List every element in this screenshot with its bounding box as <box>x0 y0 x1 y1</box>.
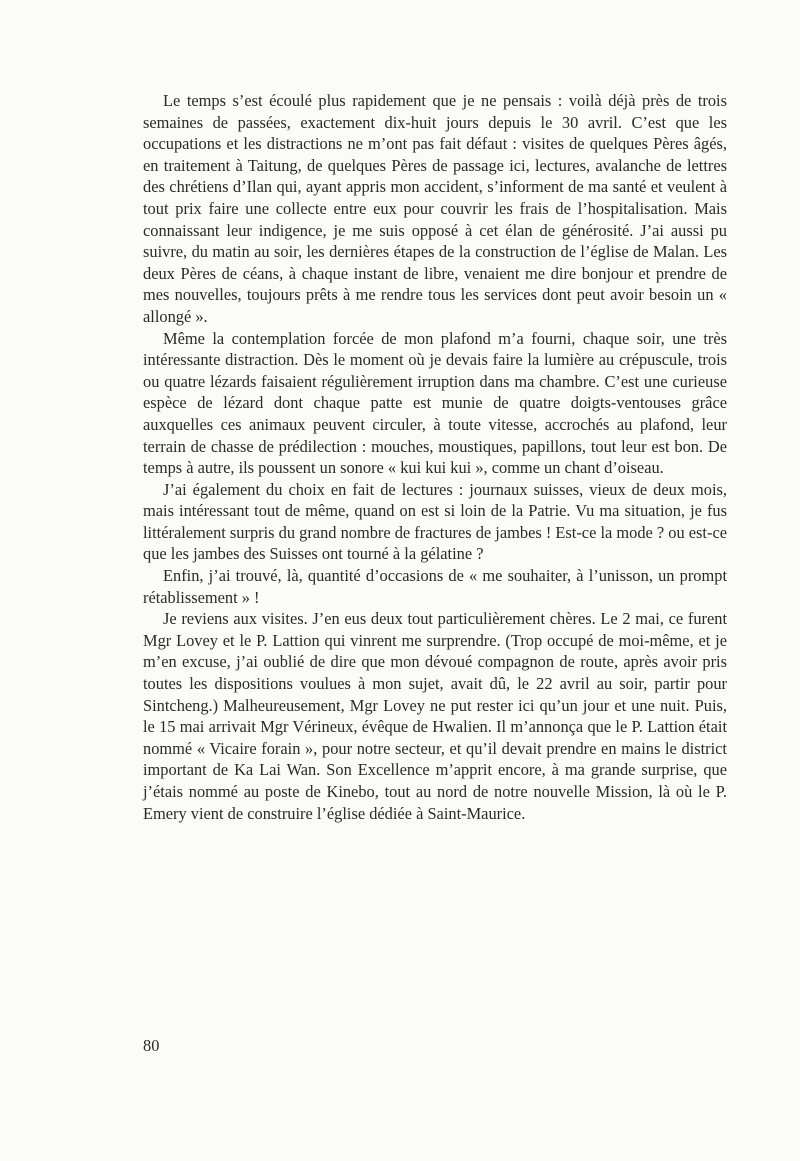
body-text <box>143 90 727 824</box>
paragraph-1: Le temps s’est écoulé plus rapidement que je ne pensais : voilà déjà près de trois semaines de passées, exactement dix-huit jours depuis le 30 avril. C’est que les occupations et les distractions ne m’ont pas fait défaut : visites de quelques Pères âgés, en traitement à Taitung, de quelques Pères de passage ici, lectures, avalanche de lettres des chrétiens d’Ilan qui, ayant appris mon accident, s’informent de ma santé et veulent à tout prix faire une collecte entre eux pour couvrir les frais de l’hospitalisation. Mais connaissant leur indigence, je me suis opposé à cet élan de générosité. J’ai aussi pu suivre, du matin au soir, les dernières étapes de la construction de l’église de Malan. Les deux Pères de céans, à chaque instant de libre, venaient me dire bonjour et prendre de mes nouvelles, toujours prêts à me rendre tous les services dont peut avoir besoin un « allongé ». <box>143 91 727 326</box>
paragraph-5: Je reviens aux visites. J’en eus deux tout particulièrement chères. Le 2 mai, ce furent Mgr Lovey et le P. Lattion qui vinrent me surprendre. (Trop occupé de moi-même, et je m’en excuse, j’ai oublié de dire que mon dévoué compagnon de route, après avoir pris toutes les dispositions voulues à mon sujet, avait dû, le 22 avril au soir, partir pour Sintcheng.) Malheureusement, Mgr Lovey ne put rester ici qu’un jour et une nuit. Puis, le 15 mai arrivait Mgr Vérineux, évêque de Hwalien. Il m’annonça que le P. Lattion était nommé « Vicaire forain », pour notre secteur, et qu’il devait prendre en mains le district important de Ka Lai Wan. Son Excellence m’apprit encore, à ma grande surprise, que j’étais nommé au poste de Kinebo, tout au nord de notre nouvelle Mission, là où le P. Emery vient de construire l’église dédiée à Saint-Maurice. <box>143 609 727 823</box>
page-number: 80 <box>143 1036 160 1055</box>
paragraph-4: Enfin, j’ai trouvé, là, quantité d’occasions de « me souhaiter, à l’unisson, un prompt rétablissement » ! <box>143 566 727 607</box>
paragraph-2: Même la contemplation forcée de mon plafond m’a fourni, chaque soir, une très intéressante distraction. Dès le moment où je devais faire la lumière au crépuscule, trois ou quatre lézards faisaient régulièrement irruption dans ma chambre. C’est une curieuse espèce de lézard dont chaque patte est munie de quatre doigts-ventouses grâce auxquelles ces animaux peuvent circuler, à toute vitesse, accrochés au plafond, leur terrain de chasse de prédilection : mouches, moustiques, papillons, tout leur est bon. De temps à autre, ils poussent un sonore « kui kui kui », comme un chant d’oiseau. <box>143 328 727 478</box>
paragraph-3: J’ai également du choix en fait de lectures : journaux suisses, vieux de deux mois, mais intéressant tout de même, quand on est si loin de la Patrie. Vu ma situation, je fus littéralement surpris du grand nombre de fractures de jambes ! Est-ce la mode ? ou est-ce que les jambes des Suisses ont tourné à la gélatine ? <box>143 479 727 564</box>
